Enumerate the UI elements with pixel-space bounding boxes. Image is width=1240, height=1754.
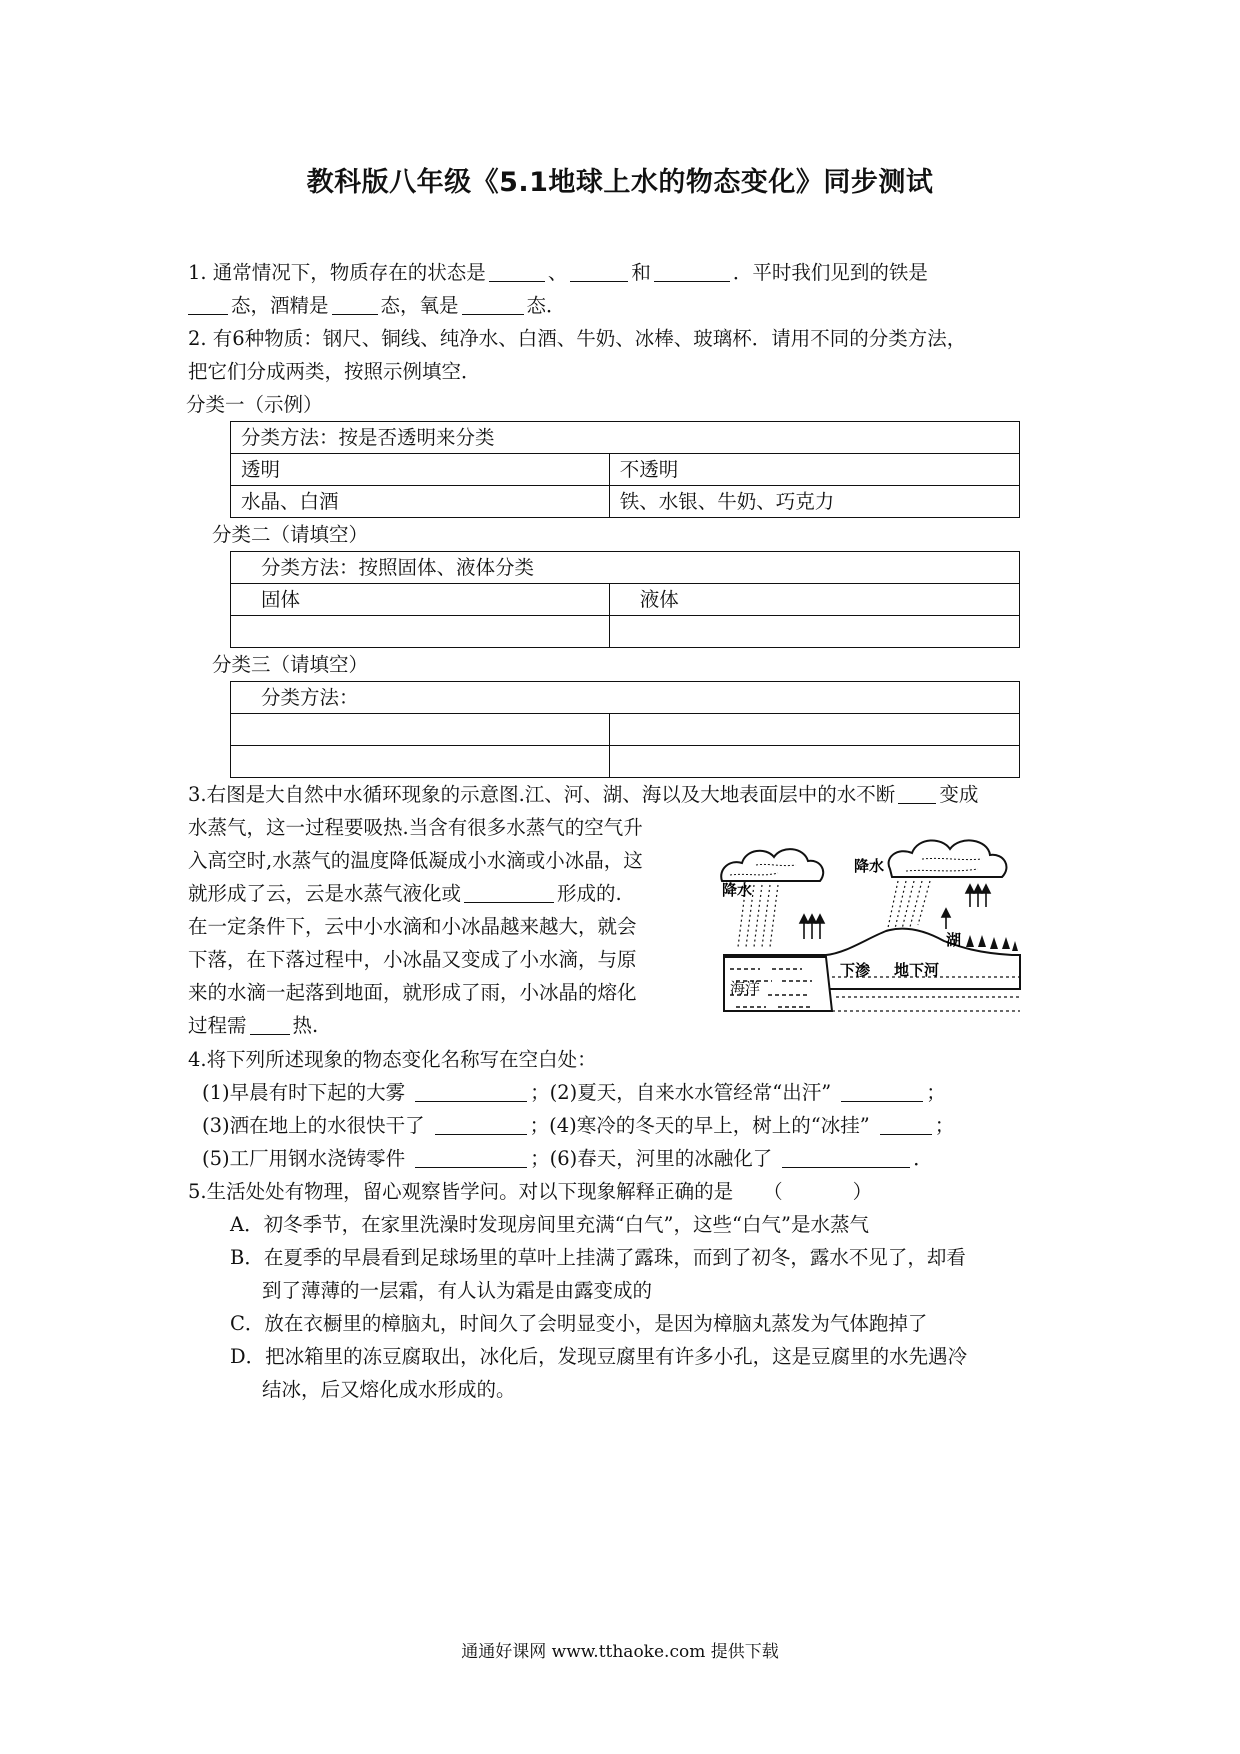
fig-label-seep: 下渗	[840, 961, 871, 979]
q3-line-7: 来的水滴一起落到地面，就形成了雨，小冰晶的熔化	[188, 981, 637, 1004]
q3-line-3: 入高空时,水蒸气的温度降低凝成小水滴或小冰晶，这	[188, 849, 643, 872]
q4-row-1	[188, 1076, 1068, 1109]
q4-semi-1: ；	[926, 1081, 946, 1104]
q3-text-1a: 3.右图是大自然中水循环现象的示意图.江、河、湖、海以及大地表面层中的水不断	[188, 783, 896, 806]
class1-method: 分类方法：按是否透明来分类	[231, 422, 1020, 454]
q1-line-2	[188, 289, 1068, 322]
q5-option-b-cont: 到了薄薄的一层霜，有人认为霜是由露变成的	[262, 1279, 653, 1302]
q5-option-d[interactable]: D．把冰箱里的冻豆腐取出，冰化后，发现豆腐里有许多小孔，这是豆腐里的水先遇冷	[230, 1345, 968, 1368]
class3-right-answer[interactable]	[609, 746, 1019, 778]
q5-paren-right: ）	[852, 1180, 873, 1203]
class2-left-answer[interactable]	[231, 616, 610, 648]
q2-line-1: 2. 有6种物质：钢尺、铜线、纯净水、白酒、牛奶、冰棒、玻璃杯．请用不同的分类方法，	[188, 327, 967, 350]
q1-text-c: 和	[631, 261, 651, 284]
q3-text-8b: 热.	[292, 1014, 319, 1037]
q4-semi-2: ；	[934, 1114, 955, 1137]
q1-blank-1[interactable]	[489, 259, 545, 282]
worksheet-body	[188, 256, 1068, 1406]
q3-text-4a: 就形成了云，云是水蒸气液化或	[188, 882, 462, 905]
q5-option-d-cont: 结冰，后又熔化成水形成的。	[262, 1378, 516, 1401]
q1-text-e: 态，酒精是	[231, 294, 329, 317]
q4-blank-6[interactable]	[782, 1145, 910, 1168]
q4-intro: 4.将下列所述现象的物态变化名称写在空白处：	[188, 1048, 597, 1071]
q1-blank-5[interactable]	[332, 292, 378, 315]
q3-blank-1[interactable]	[898, 781, 936, 804]
q4-blank-2[interactable]	[841, 1079, 923, 1102]
class1-right-items: 铁、水银、牛奶、巧克力	[609, 486, 1019, 518]
fig-label-rain-right: 降水	[854, 857, 885, 875]
q3-block	[188, 811, 1068, 1051]
q4-blank-1[interactable]	[415, 1079, 527, 1102]
q3-line-6: 下落，在下落过程中，小冰晶又变成了小水滴，与原	[188, 948, 637, 971]
q1-text-d: ．平时我们见到的铁是	[732, 261, 928, 284]
q4-item-3: (3)洒在地上的水很快干了	[202, 1114, 425, 1137]
cloud-right-icon	[889, 840, 1007, 877]
cloud-left-icon	[721, 849, 823, 881]
q4-blank-4[interactable]	[880, 1112, 932, 1135]
q2-line-2: 把它们分成两类，按照示例填空．	[188, 360, 481, 383]
q4-item-4: ；(4)寒冷的冬天的早上，树上的“冰挂”	[529, 1114, 870, 1137]
q3-text-4b: 形成的.	[557, 882, 622, 905]
q1-blank-6[interactable]	[462, 292, 524, 315]
q1-text-a: 1. 通常情况下，物质存在的状态是	[188, 261, 486, 284]
q3-line-1	[188, 778, 1068, 811]
q1-blank-3[interactable]	[654, 259, 730, 282]
q1-line-1	[188, 256, 1068, 289]
q5-stem-line	[188, 1175, 1068, 1208]
class3-left-answer[interactable]	[231, 746, 610, 778]
q3-text-1b: 变成	[939, 783, 979, 806]
q4-period: ．	[913, 1147, 933, 1170]
class2-method: 分类方法：按照固体、液体分类	[231, 552, 1020, 584]
q1-text-g: 态．	[526, 294, 566, 317]
class3-right-head-answer[interactable]	[609, 714, 1019, 746]
q3-text-8a: 过程需	[188, 1014, 247, 1037]
q1-text-b: 、	[547, 261, 568, 284]
q4-row-2	[188, 1109, 1068, 1142]
class1-head-right: 不透明	[609, 454, 1019, 486]
class2-table	[230, 551, 1020, 648]
q1-text-f: 态，氧是	[380, 294, 459, 317]
page-title: 教科版八年级《5.1地球上水的物态变化》同步测试	[306, 167, 934, 198]
q3-blank-3[interactable]	[250, 1012, 290, 1035]
q4-item-2: ；(2)夏天，自来水水管经常“出汗”	[530, 1081, 832, 1104]
class3-method[interactable]: 分类方法：	[231, 682, 1020, 714]
water-cycle-diagram	[716, 829, 1028, 1014]
q2-class2-label: 分类二（请填空）	[212, 523, 369, 546]
q4-row-3	[188, 1142, 1068, 1175]
q3-line-8	[188, 1009, 708, 1042]
class3-left-head-answer[interactable]	[231, 714, 610, 746]
q3-line-4	[188, 877, 708, 910]
q3-paragraph	[188, 811, 708, 1042]
q4-item-5: (5)工厂用钢水浇铸零件	[202, 1147, 406, 1170]
q3-line-2: 水蒸气，这一过程要吸热.当含有很多水蒸气的空气升	[188, 816, 643, 839]
class1-head-left: 透明	[231, 454, 610, 486]
q1-blank-2[interactable]	[570, 259, 628, 282]
page-footer: 通通好课网 www.tthaoke.com 提供下载	[461, 1642, 779, 1662]
q4-item-6: ；(6)春天，河里的冰融化了	[530, 1147, 773, 1170]
q4-blank-5[interactable]	[415, 1145, 527, 1168]
q5-option-a[interactable]: A．初冬季节，在家里洗澡时发现房间里充满“白气”，这些“白气”是水蒸气	[230, 1213, 869, 1236]
q5-paren-left: （	[763, 1180, 783, 1203]
class3-table	[230, 681, 1020, 778]
class2-head-left: 固体	[231, 584, 610, 616]
q2-class3-label: 分类三（请填空）	[212, 653, 369, 676]
q5-option-b[interactable]: B．在夏季的早晨看到足球场里的草叶上挂满了露珠，而到了初冬，露水不见了，却看	[230, 1246, 966, 1269]
q5-option-c[interactable]: C．放在衣橱里的樟脑丸，时间久了会明显变小，是因为樟脑丸蒸发为气体跑掉了	[230, 1312, 928, 1335]
class1-left-items: 水晶、白酒	[231, 486, 610, 518]
class2-right-answer[interactable]	[609, 616, 1019, 648]
q5-stem: 5.生活处处有物理，留心观察皆学问。对以下现象解释正确的是	[188, 1180, 734, 1203]
fig-label-rain-left: 降水	[722, 881, 753, 899]
tree-icons	[966, 935, 1018, 951]
q3-line-5: 在一定条件下，云中小水滴和小冰晶越来越大，就会	[188, 915, 637, 938]
fig-label-sea: 海洋	[730, 979, 761, 997]
q4-item-1: (1)早晨有时下起的大雾	[202, 1081, 406, 1104]
q4-blank-3[interactable]	[435, 1112, 527, 1135]
class2-head-right: 液体	[609, 584, 1019, 616]
q2-class1-label: 分类一（示例）	[186, 393, 323, 416]
class1-table	[230, 421, 1020, 518]
fig-label-underground: 地下河	[894, 961, 940, 979]
q1-blank-4[interactable]	[188, 292, 228, 315]
fig-label-lake: 湖	[946, 931, 962, 949]
q3-blank-2[interactable]	[464, 880, 554, 903]
